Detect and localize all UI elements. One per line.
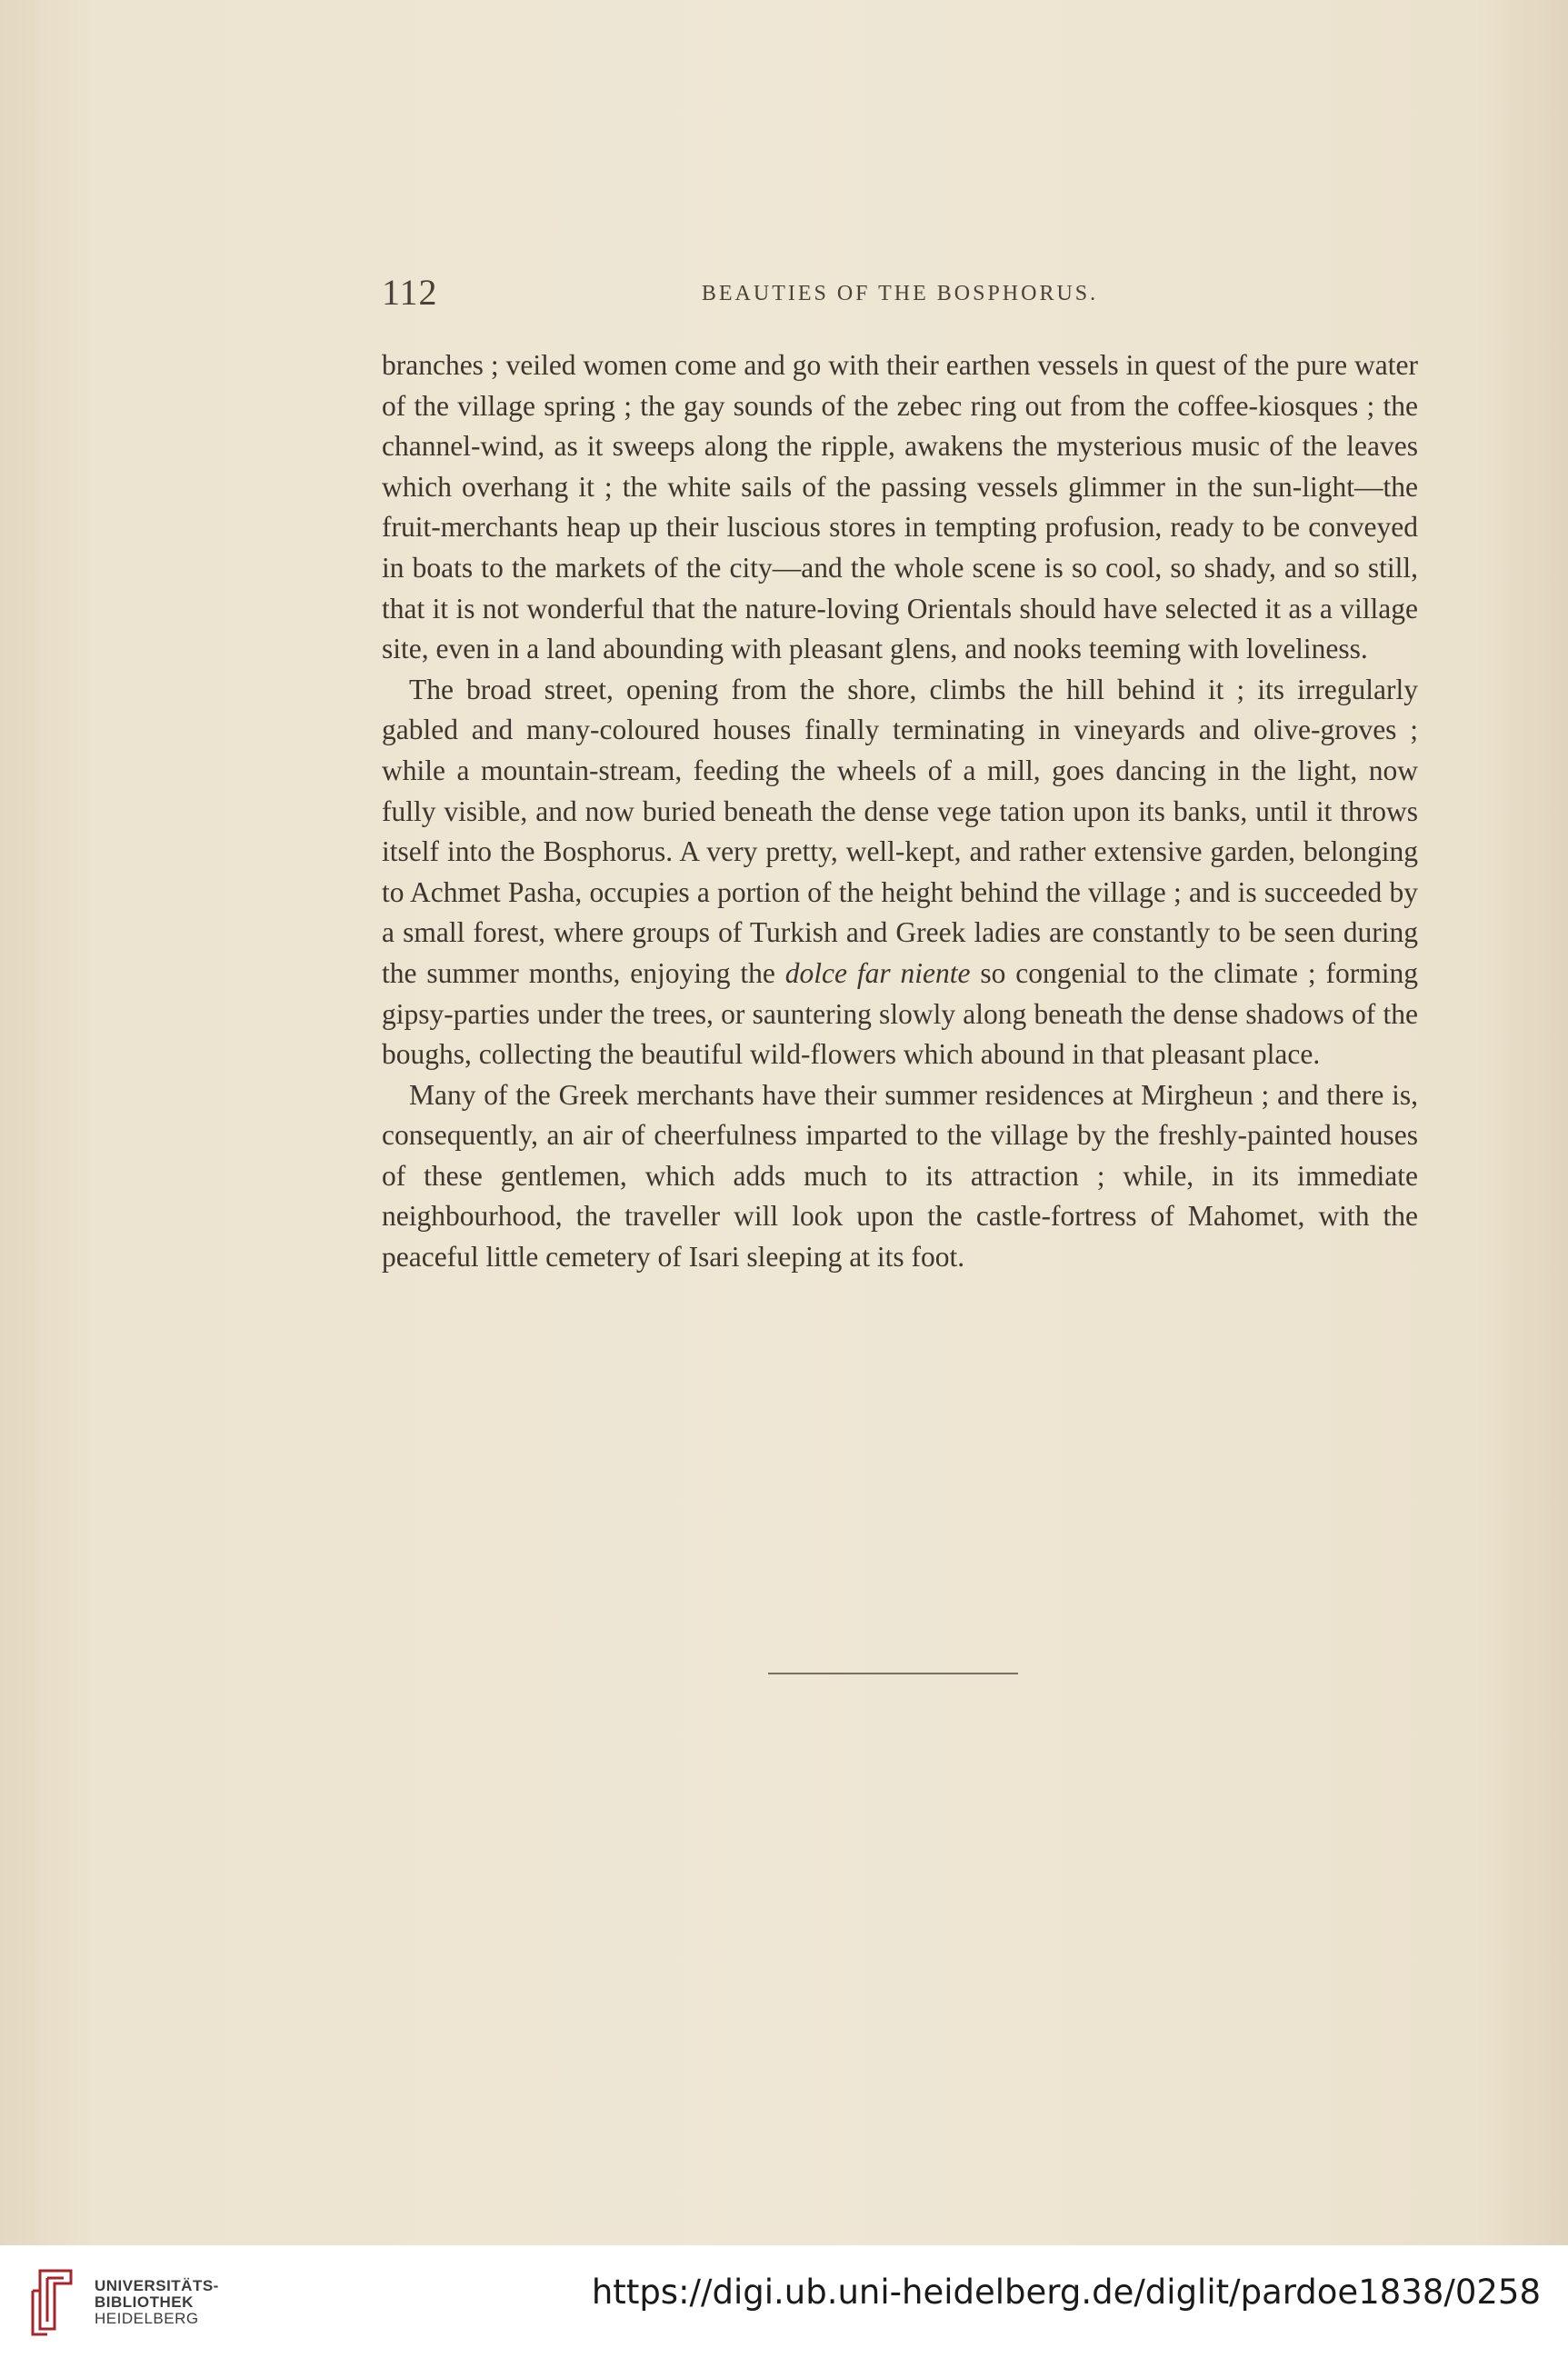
running-title: BEAUTIES OF THE BOSPHORUS. [701,282,1099,305]
page-number: 112 [382,272,438,313]
section-rule [768,1673,1018,1674]
italic-phrase: dolce far niente [784,956,971,989]
library-name-line: BIBLIOTHEK [95,2293,194,2311]
paragraph: Many of the Greek merchants have their summer residences at Mirgheun ; and there is, consequently, an air of cheerfulness imparted to the village by the freshly-painted houses of these gentlemen, which adds much to its attraction ; while, in its immediate neighbourhood, the traveller will look upon the castle-fortress of Mahomet, with the peaceful little cemetery of Isari sleeping at its foot. [382,1078,1418,1274]
paragraph-text: The broad street, opening from the shore, climbs the hill behind it ; its irregularly gabled and many-coloured houses finally terminating in vineyards and olive-groves ; while a mountain-stream, feeding the wheels of a mill, goes dancing in the light, now fully visible, and now buried beneath the dense vege tation upon its banks, until it throws itself into the Bosphorus. A very pretty, well-kept, and rather extensive garden, belonging to Achmet Pasha, occupies a portion of the height behind the village ; and is succeeded by a small forest, where groups of Turkish and Greek ladies are constantly to be seen during the summer months, enjoying the [382,673,1418,989]
library-name-line: UNIVERSITÄTS- [95,2277,219,2294]
library-logo-icon [27,2263,84,2336]
paragraph-text: so congenial to the climate ; forming gipsy-parties under the trees, or sauntering slowly along beneath the dense shadows of the boughs, collecting the beautiful wild-flowers which abound in that pleasant place. [382,956,1418,1071]
library-name [95,2278,219,2327]
body-text [382,345,1418,1278]
paragraph: branches ; veiled women come and go with their earthen vessels in quest of the pure water of the village spring ; the gay sounds of the zebec ring out from the coffee-kiosques ; the channel-wind, as it sweeps along the ripple, awakens the mysterious music of the leaves which overhang it ; the white sails of the passing vessels glimmer in the sun-light—the fruit-merchants heap up their luscious stores in tempting profusion, ready to be conveyed in boats to the markets of the city—and the whole scene is so cool, so shady, and so still, that it is not wonderful that the nature-loving Orientals should have selected it as a village site, even in a land abounding with pleasant glens, and nooks teeming with loveliness. [382,349,1418,665]
library-name-line: HEIDELBERG [95,2310,199,2327]
footer-bar [0,2245,1568,2358]
permalink-url[interactable]: https://digi.ub.uni-heidelberg.de/diglit/pardoe1838/0258 [591,2273,1541,2312]
running-head [382,271,1418,316]
paragraph [382,670,1418,1075]
